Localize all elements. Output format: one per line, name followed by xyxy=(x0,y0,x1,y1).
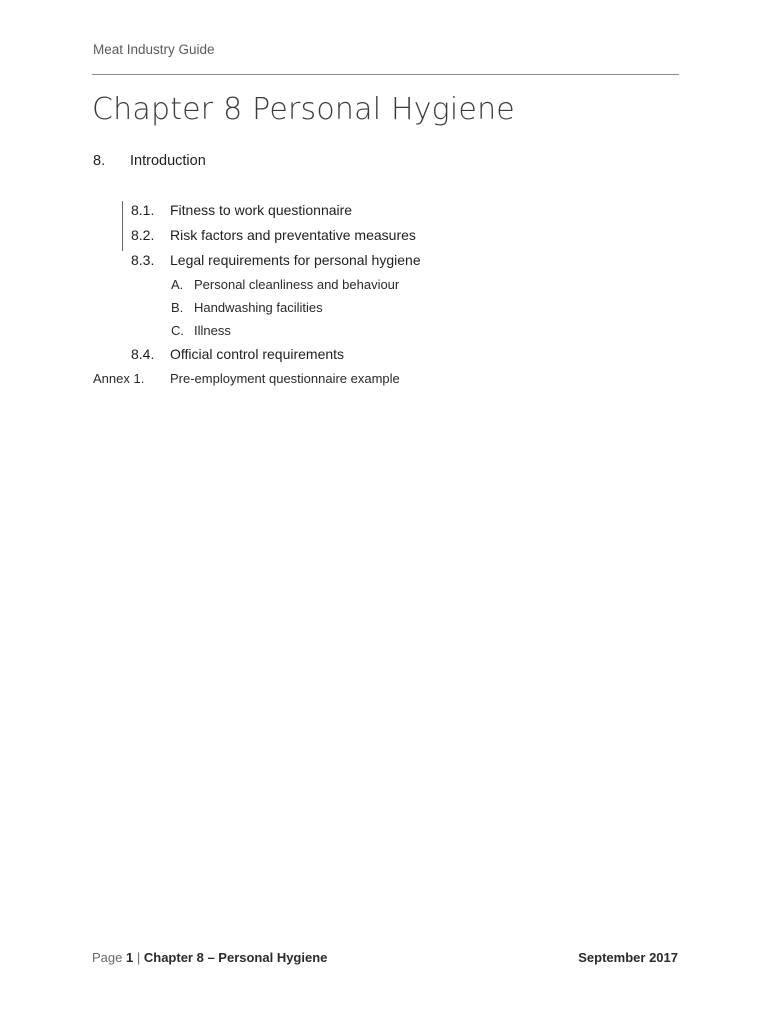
toc-entry-label: Illness xyxy=(194,323,231,338)
page-footer-left xyxy=(92,950,327,965)
toc-entry-label: Personal cleanliness and behaviour xyxy=(194,277,400,292)
toc-entry-label: Legal requirements for personal hygiene xyxy=(170,252,421,268)
footer-separator: | xyxy=(136,950,141,965)
toc-entry-label: Introduction xyxy=(130,153,206,169)
toc-entry-label: Official control requirements xyxy=(170,346,345,362)
toc-entry-label: Fitness to work questionnaire xyxy=(170,202,353,218)
toc-entry-number: 8.4. xyxy=(131,346,155,362)
running-header: Meat Industry Guide xyxy=(93,42,215,57)
page-label: Page xyxy=(92,950,123,965)
toc-entry-number: 8.3. xyxy=(131,252,155,268)
change-bar xyxy=(122,201,123,251)
toc-entry-number: C. xyxy=(171,323,184,338)
header-divider xyxy=(92,74,679,75)
toc-entry-label: Risk factors and preventative measures xyxy=(170,227,416,243)
page-number: 1 xyxy=(126,950,134,965)
toc-entry-number: B. xyxy=(171,300,184,315)
toc-entry-label: Pre-employment questionnaire example xyxy=(170,371,400,386)
toc-entry-number: 8.2. xyxy=(131,227,155,243)
toc-entry-number: A. xyxy=(171,277,184,292)
footer-date: September 2017 xyxy=(578,950,678,965)
page-title: Chapter 8 Personal Hygiene xyxy=(92,92,515,127)
toc-entry-number: 8.1. xyxy=(131,202,155,218)
footer-chapter-ref: Chapter 8 – Personal Hygiene xyxy=(143,950,328,965)
toc-entry-number: Annex 1. xyxy=(93,371,145,386)
toc-entry-label: Handwashing facilities xyxy=(194,300,323,315)
toc-entry-number: 8. xyxy=(93,153,106,169)
